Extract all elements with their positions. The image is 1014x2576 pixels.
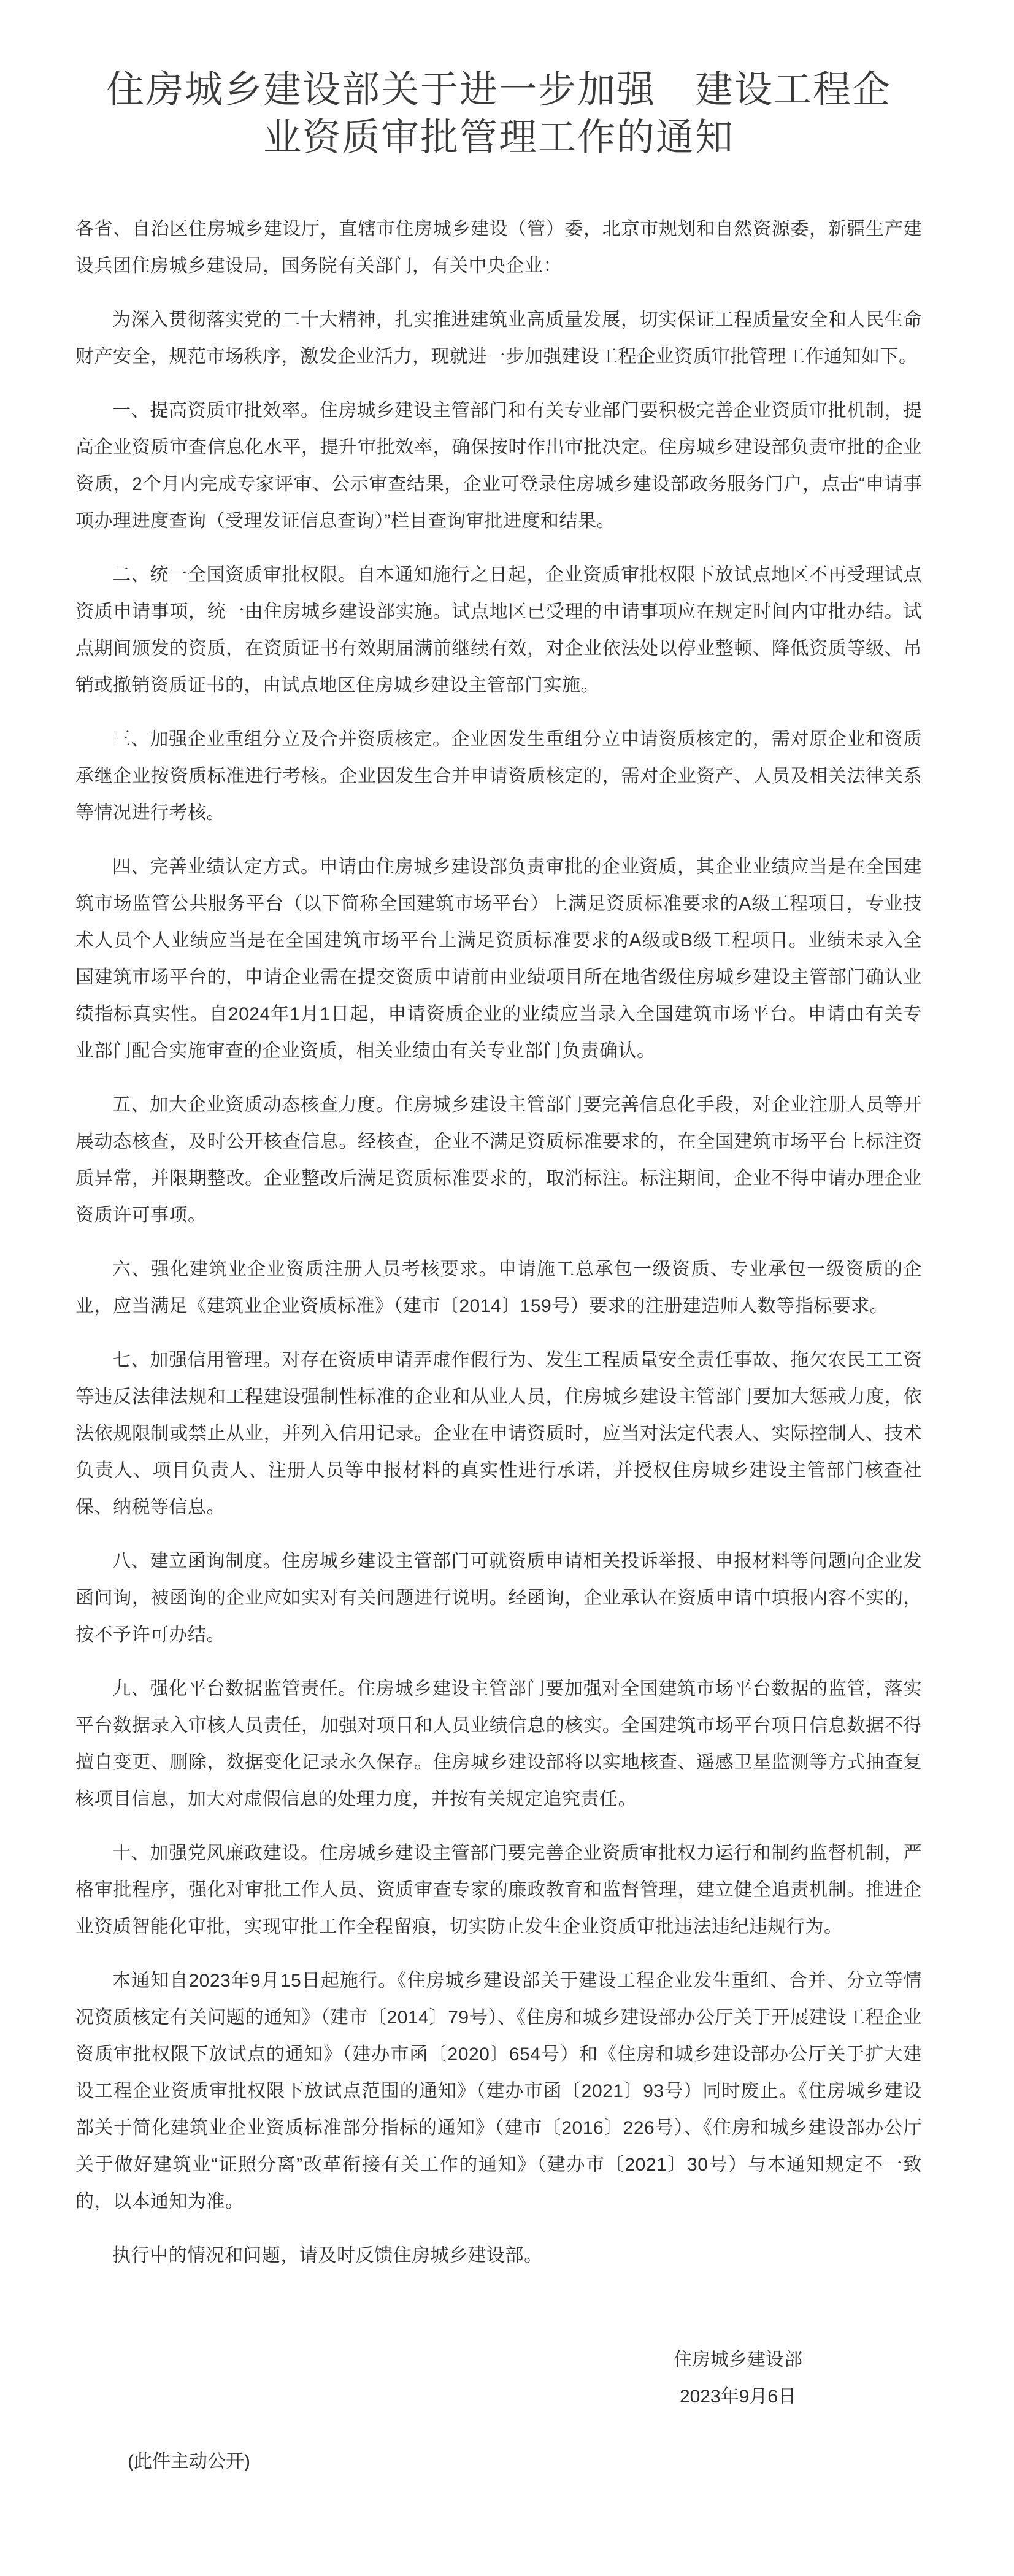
signature-block (674, 2342, 802, 2415)
signature-area (75, 2342, 802, 2415)
signature-date: 2023年9月6日 (679, 2386, 797, 2407)
item-4-paragraph: 四、完善业绩认定方式。申请由住房城乡建设部负责审批的企业资质，其企业业绩应当是在全国建筑市场监管公共服务平台（以下简称全国建筑市场平台）上满足资质标准要求的A级工程项目，专业技术人员个人业绩应当是在全国建筑市场平台上满足资质标准要求的A级或B级工程项目。业绩未录入全国建筑市场平台的，申请企业需在提交资质申请前由业绩项目所在地省级住房城乡建设主管部门确认业绩指标真实性。自2024年1月1日起，申请资质企业的业绩应当录入全国建筑市场平台。申请由有关专业部门配合实施审查的企业资质，相关业绩由有关专业部门负责确认。 (75, 857, 922, 1061)
item-7-paragraph: 七、加强信用管理。对存在资质申请弄虚作假行为、发生工程质量安全责任事故、拖欠农民工工资等违反法律法规和工程建设强制性标准的企业和从业人员，住房城乡建设主管部门要加大惩戒力度，依法依规限制或禁止从业，并列入信用记录。企业在申请资质时，应当对法定代表人、实际控制人、技术负责人、项目负责人、注册人员等申报材料的真实性进行承诺，并授权住房城乡建设主管部门核查社保、纳税等信息。 (75, 1350, 922, 1517)
intro-paragraph: 为深入贯彻落实党的二十大精神，扎实推进建筑业高质量发展，切实保证工程质量安全和人民生命财产安全，规范市场秩序，激发企业活力，现就进一步加强建设工程企业资质审批管理工作通知如下。 (75, 310, 922, 367)
item-10-paragraph: 十、加强党风廉政建设。住房城乡建设主管部门要完善企业资质审批权力运行和制约监督机制，严格审批程序，强化对审批工作人员、资质审查专家的廉政教育和监督管理，建立健全追责机制。推进企业资质智能化审批，实现审批工作全程留痕，切实防止发生企业资质审批违法违纪违规行为。 (75, 1843, 922, 1937)
item-2-paragraph: 二、统一全国资质审批权限。自本通知施行之日起，企业资质审批权限下放试点地区不再受理试点资质申请事项，统一由住房城乡建设部实施。试点地区已受理的申请事项应在规定时间内审批办结。试点期间颁发的资质，在资质证书有效期届满前继续有效，对企业依法处以停业整顿、降低资质等级、吊销或撤销资质证书的，由试点地区住房城乡建设主管部门实施。 (75, 565, 922, 696)
signature-org: 住房城乡建设部 (674, 2350, 802, 2370)
feedback-paragraph: 执行中的情况和问题，请及时反馈住房城乡建设部。 (112, 2245, 543, 2266)
item-3-paragraph: 三、加强企业重组分立及合并资质核定。企业因发生重组分立申请资质核定的，需对原企业和资质承继企业按资质标准进行考核。企业因发生合并申请资质核定的，需对企业资产、人员及相关法律关系等情况进行考核。 (75, 729, 922, 823)
item-8-paragraph: 八、建立函询制度。住房城乡建设主管部门可就资质申请相关投诉举报、申报材料等问题向企业发函问询，被函询的企业应如实对有关问题进行说明。经函询，企业承认在资质申请中填报内容不实的，按不予许可办结。 (75, 1551, 922, 1645)
item-5-paragraph: 五、加大企业资质动态核查力度。住房城乡建设主管部门要完善信息化手段，对企业注册人员等开展动态核查，及时公开核查信息。经核查，企业不满足资质标准要求的，在全国建筑市场平台上标注资质异常，并限期整改。企业整改后满足资质标准要求的，取消标注。标注期间，企业不得申请办理企业资质许可事项。 (75, 1095, 922, 1225)
disclosure-note: (此件主动公开) (128, 2451, 250, 2472)
salutation-paragraph: 各省、自治区住房城乡建设厅，直辖市住房城乡建设（管）委，北京市规划和自然资源委，新疆生产建设兵团住房城乡建设局，国务院有关部门，有关中央企业： (75, 219, 922, 276)
document-body (75, 211, 922, 2274)
item-6-paragraph: 六、强化建筑业企业资质注册人员考核要求。申请施工总承包一级资质、专业承包一级资质的企业，应当满足《建筑业企业资质标准》（建市〔2014〕159号）要求的注册建造师人数等指标要求。 (75, 1259, 922, 1316)
page-title: 住房城乡建设部关于进一步加强 建设工程企业资质审批管理工作的通知 (106, 69, 891, 159)
repeal-paragraph: 本通知自2023年9月15日起施行。《住房城乡建设部关于建设工程企业发生重组、合并、分立等情况资质核定有关问题的通知》（建市〔2014〕79号）、《住房和城乡建设部办公厅关于开展建设工程企业资质审批权限下放试点的通知》（建办市函〔2020〕654号）和《住房和城乡建设部办公厅关于扩大建设工程企业资质审批权限下放试点范围的通知》（建办市函〔2021〕93号）同时废止。《住房城乡建设部关于简化建筑业企业资质标准部分指标的通知》（建市〔2016〕226号）、《住房和城乡建设部办公厅关于做好建筑业“证照分离”改革衔接有关工作的通知》（建办市〔2021〕30号）与本通知规定不一致的，以本通知为准。 (75, 1971, 922, 2212)
item-9-paragraph: 九、强化平台数据监管责任。住房城乡建设主管部门要加强对全国建筑市场平台数据的监管，落实平台数据录入审核人员责任，加强对项目和人员业绩信息的核实。全国建筑市场平台项目信息数据不得擅自变更、删除，数据变化记录永久保存。住房城乡建设部将以实地核查、遥感卫星监测等方式抽查复核项目信息，加大对虚假信息的处理力度，并按有关规定追究责任。 (75, 1679, 922, 1809)
item-1-paragraph: 一、提高资质审批效率。住房城乡建设主管部门和有关专业部门要积极完善企业资质审批机制，提高企业资质审查信息化水平，提升审批效率，确保按时作出审批决定。住房城乡建设部负责审批的企业资质，2个月内完成专家评审、公示审查结果，企业可登录住房城乡建设部政务服务门户，点击“申请事项办理进度查询（受理发证信息查询）”栏目查询审批进度和结果。 (75, 401, 922, 531)
